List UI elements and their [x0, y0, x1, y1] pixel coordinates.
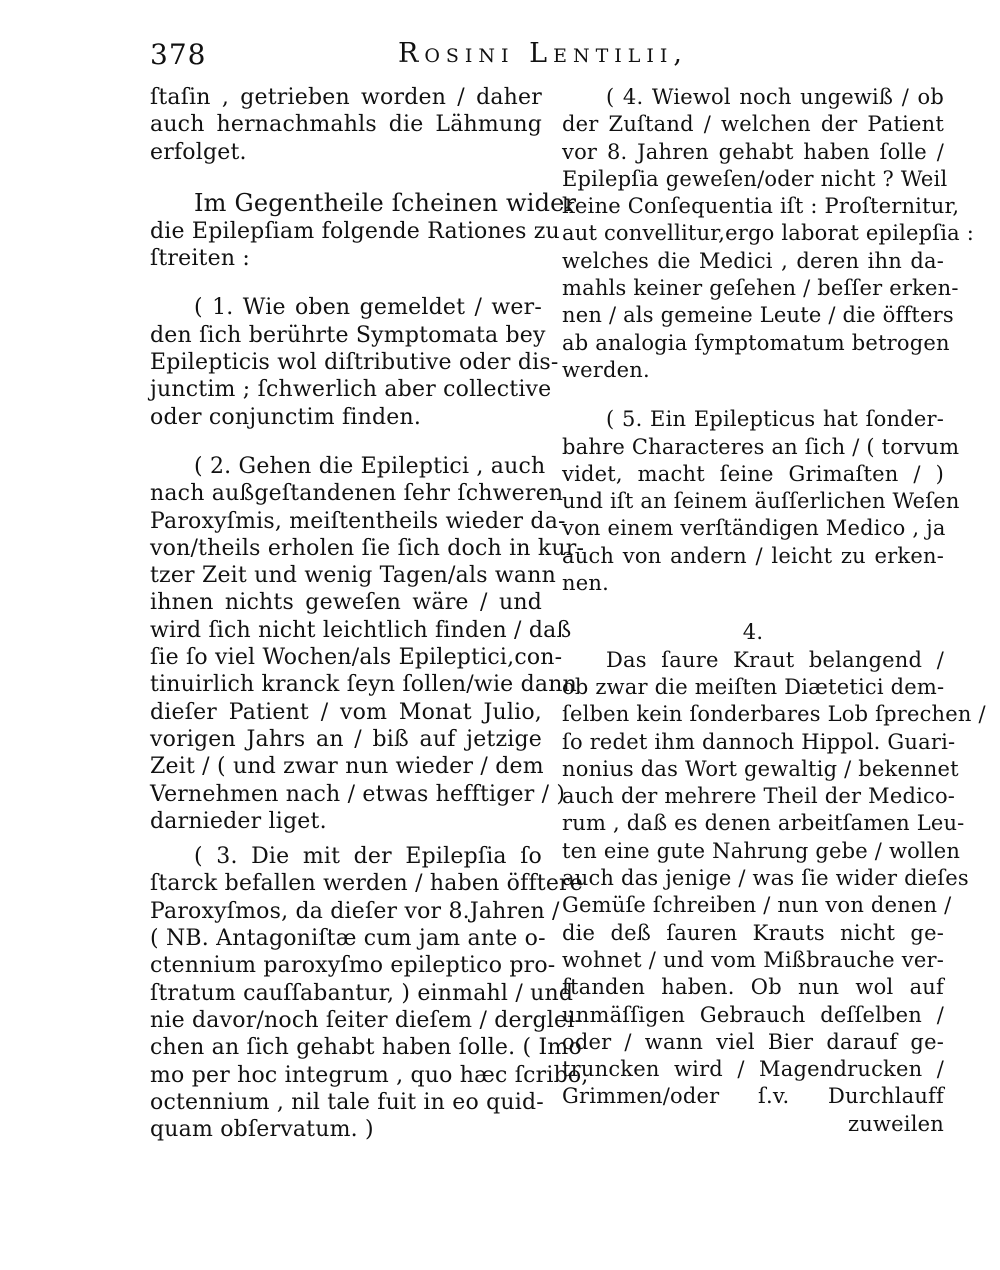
- text-line: welches die Medici , deren ihn da-: [562, 248, 944, 273]
- text-line: oder / wann viel Bier darauf ge-: [562, 1029, 944, 1054]
- heading-line: ſtreiten :: [150, 246, 250, 272]
- text-line: mo per hoc integrum , quo hæc ſcribo,: [150, 1062, 589, 1088]
- heading-line: die Epilepſiam folgende Rationes zu: [150, 218, 560, 244]
- text-line: chen an ſich gehabt haben ſolle. ( Imo: [150, 1035, 582, 1061]
- text-line: vorigen Jahrs an / biß auf jetzige: [150, 726, 542, 752]
- text-line: wird ſich nicht leichtlich finden / daß: [150, 617, 572, 643]
- paragraph-reason-2: [150, 453, 585, 835]
- text-line: dieſer Patient / vom Monat Julio,: [150, 699, 542, 725]
- text-line: ob zwar die meiſten Diætetici dem-: [562, 674, 945, 699]
- text-line: die deß ſauren Krauts nicht ge-: [562, 920, 944, 945]
- heading-line: Im Gegentheile ſcheinen wider: [194, 188, 577, 217]
- text-line: Epilepticis wol diſtributive oder dis-: [150, 350, 559, 376]
- text-line: Paroxyſmos, da dieſer vor 8.Jahren /: [150, 898, 560, 924]
- text-line: auch von andern / leicht zu erken-: [562, 543, 944, 568]
- paragraph-reason-3: [150, 843, 589, 1143]
- text-line: videt, macht ſeine Grimaſten / ): [562, 461, 944, 486]
- text-line: rum , daß es denen arbeitſamen Leu-: [562, 811, 965, 836]
- text-line: wohnet / und vom Mißbrauche ver-: [562, 947, 944, 972]
- section-number: 4.: [742, 620, 764, 645]
- text-line: octennium , nil tale fuit in eo quid-: [150, 1089, 544, 1115]
- text-line: nonius das Wort gewaltig / bekennet: [562, 756, 959, 781]
- right-column: [562, 84, 986, 1138]
- text-line: Grimmen/oder ſ.v. Durchlauff: [562, 1084, 944, 1109]
- text-line: ( 3. Die mit der Epilepſia ſo: [194, 844, 542, 870]
- text-line: ctennium paroxyſmo epileptico pro-: [150, 953, 556, 979]
- text-line: nach außgeſtandenen ſehr ſchweren: [150, 481, 564, 507]
- text-line: ſtarck befallen werden / haben öfftere: [150, 871, 583, 897]
- text-line: keine Conſequentia iſt : Proſternitur,: [562, 194, 960, 219]
- text-line: ſtaſin , getrieben worden / daher: [150, 85, 542, 110]
- text-line: ( 2. Gehen die Epileptici , auch: [194, 453, 546, 479]
- text-line: ſtratum cauſſabantur, ) einmahl / und: [150, 980, 574, 1006]
- text-line: unmäſſigen Gebrauch deſſelben /: [562, 1002, 944, 1027]
- text-line: tzer Zeit und wenig Tagen/als wann: [150, 563, 556, 589]
- paragraph-continuation: [150, 84, 542, 166]
- left-column: [150, 84, 589, 1143]
- text-line: oder conjunctim finden.: [150, 404, 422, 430]
- text-line: ( 1. Wie oben gemeldet / wer-: [194, 295, 542, 321]
- text-line: erfolget.: [150, 139, 247, 165]
- text-line: ſie ſo viel Wochen/als Epileptici,con-: [150, 645, 563, 671]
- text-line: tinuirlich kranck ſeyn ſollen/wie dann: [150, 672, 577, 698]
- text-line: ( 4. Wiewol noch ungewiß / ob: [606, 85, 944, 109]
- text-line: auch das jenige / was ſie wider dieſes: [562, 866, 969, 891]
- text-line: nen.: [562, 571, 609, 596]
- text-line: ſo redet ihm dannoch Hippol. Guari-: [562, 729, 956, 754]
- paragraph-sauerkraut: [562, 647, 986, 1111]
- text-line: vor 8. Jahren gehabt haben ſolle /: [562, 139, 944, 164]
- text-line: truncken wird / Magendrucken /: [562, 1057, 944, 1082]
- text-line: werden.: [562, 357, 650, 382]
- catchword: zuweilen: [848, 1111, 944, 1136]
- text-line: ſelben kein ſonderbares Lob ſprechen /: [562, 702, 986, 727]
- text-line: ( NB. Antagoniſtæ cum jam ante o-: [150, 926, 546, 952]
- text-line: ten eine gute Nahrung gebe / wollen: [562, 838, 961, 863]
- text-line: ſtanden haben. Ob nun wol auf: [562, 975, 944, 1000]
- text-line: mahls keiner geſehen / beſſer erken-: [562, 276, 959, 301]
- text-line: den ſich berührte Symptomata bey: [150, 322, 546, 348]
- text-line: darnieder liget.: [150, 808, 327, 834]
- text-line: nie davor/noch ſeiter dieſem / derglei-: [150, 1007, 583, 1033]
- paragraph-reason-4: [562, 84, 975, 384]
- text-line: Das ſaure Kraut belangend /: [606, 647, 944, 672]
- text-line: aut convellitur,ergo laborat epilepſia :: [562, 221, 975, 246]
- text-line: auch hernachmahls die Lähmung: [150, 112, 542, 138]
- text-line: Vernehmen nach / etwas hefftiger / ): [150, 781, 566, 807]
- text-line: ab analogia ſymptomatum betrogen: [562, 330, 950, 355]
- text-line: Gemüſe ſchreiben / nun von denen /: [562, 893, 952, 918]
- text-line: quam obſervatum. ): [150, 1117, 374, 1143]
- text-line: und iſt an ſeinem äuſſerlichen Weſen: [562, 489, 960, 514]
- text-line: nen / als gemeine Leute / die öffters: [562, 303, 954, 328]
- page-number: 378: [150, 38, 207, 71]
- text-line: auch der mehrere Theil der Medico-: [562, 784, 956, 809]
- running-head: Rosini Lentilii,: [398, 38, 688, 69]
- text-line: ( 5. Ein Epilepticus hat ſonder-: [606, 407, 944, 432]
- text-line: Paroxyſmis, meiſtentheils wieder da-: [150, 508, 566, 534]
- text-line: Zeit / ( und zwar nun wieder / dem: [150, 754, 544, 780]
- text-line: der Zuſtand / welchen der Patient: [562, 112, 944, 137]
- section-heading: [150, 188, 577, 273]
- text-line: von einem verſtändigen Medico , ja: [562, 516, 946, 541]
- text-line: ihnen nichts geweſen wäre / und: [150, 590, 542, 616]
- text-line: Epilepſia geweſen/oder nicht ? Weil: [562, 166, 948, 191]
- text-line: von/theils erholen ſie ſich doch in kur-: [150, 535, 585, 561]
- paragraph-reason-5: [562, 406, 960, 597]
- paragraph-reason-1: [150, 294, 559, 430]
- text-line: junctim ; ſchwerlich aber collective: [150, 377, 552, 403]
- text-line: bahre Characteres an ſich / ( torvum: [562, 434, 960, 459]
